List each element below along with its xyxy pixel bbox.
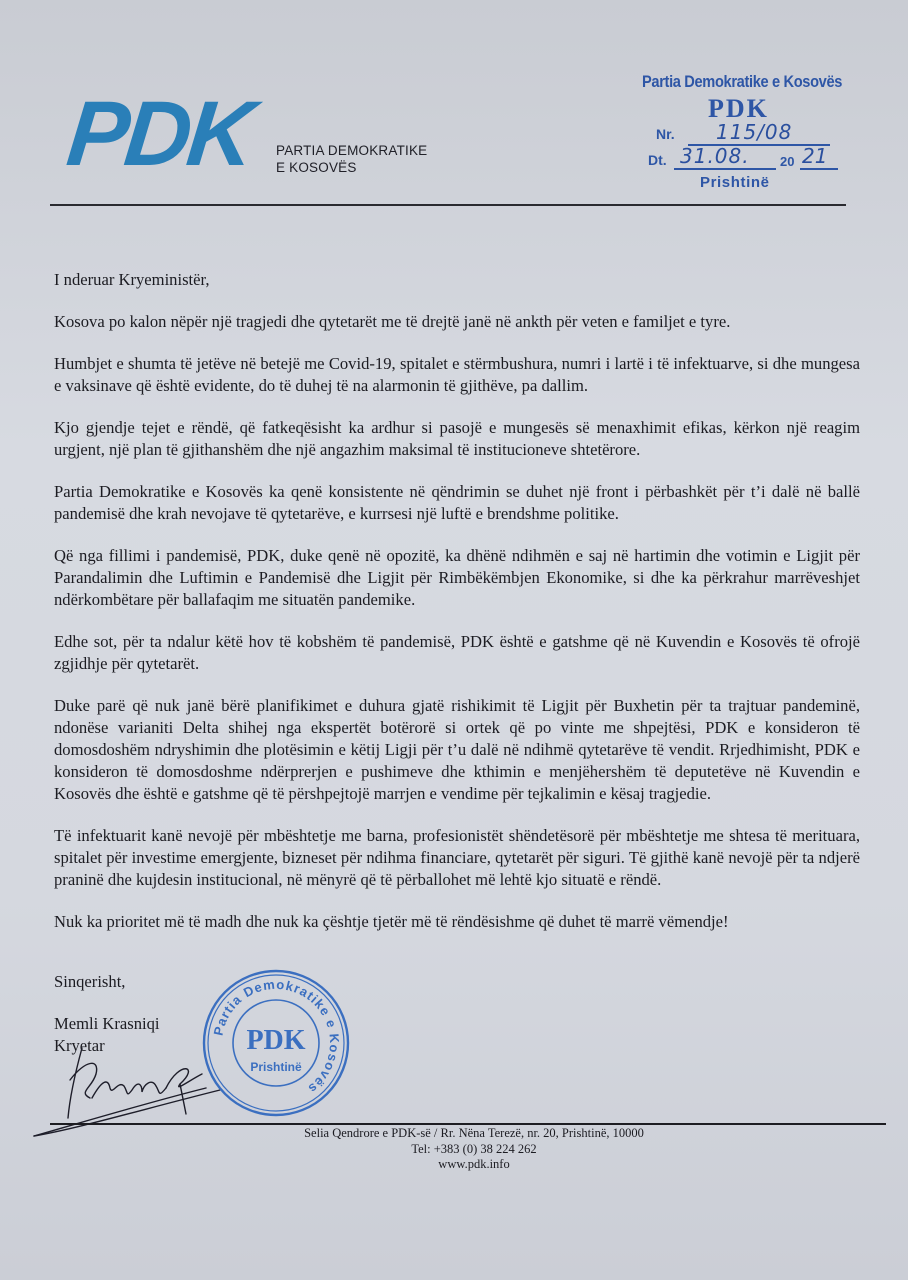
reg-year-underline: [800, 168, 838, 170]
paragraph: Humbjet e shumta të jetëve në betejë me Covid-19, spitalet e stërmbushura, numri i lartë i të infektuarve, si dhe mungesa e vaksinave që është evidente, do të duhej të na alarmonin të gjithëve, pa dallim.: [54, 354, 860, 395]
seal-city-text: Prishtinë: [250, 1060, 302, 1074]
reg-date-underline: [674, 168, 776, 170]
footer: [0, 1126, 908, 1173]
org-name-line1: PARTIA DEMOKRATIKE: [276, 143, 428, 158]
pdk-logo: PDK: [62, 83, 256, 185]
reg-date-label: Dt.: [648, 152, 667, 168]
paragraph: Nuk ka prioritet më të madh dhe nuk ka çështje tjetër më të rëndësishme që duhet të marrë vëmendje!: [54, 912, 729, 931]
paragraph: Partia Demokratike e Kosovës ka qenë konsistente në qëndrimin se duhet një front i përbashkët për t’i dalë në ballë pandemisë dhe krah nevojave të qytetarëve, e kurrsesi një luftë e brendshme politike.: [54, 482, 860, 523]
reg-number-value: 115/08: [716, 120, 793, 144]
org-name-line2: E KOSOVËS: [276, 160, 357, 175]
signer-title: Kryetar: [54, 1036, 105, 1055]
paragraph: Duke parë që nuk janë bërë planifikimet e duhura gjatë rishikimit të Ligjit për Buxhetin për ta trajtuar pandeminë, ndonëse varianiti Delta shihej nga ekspertët botërorë si ortek që po vinte me shpejtësi, PDK e konsideron të domosdoshëm ndryshimin dhe plotësimin e këtij Ligji për t’u dalë në ndihmë qytetarëve të vendit. Rrjedhimisht, PDK e konsideron të domosdoshme ndërprerjen e pushimeve dhe kthimin e menjëhershëm të deputetëve në Kuvendin e Kosovës dhe është e gatshme që të përshpejtojë marrjen e vendime për tejkalimin e kësaj tragjedie.: [54, 696, 860, 803]
signer-name: Memli Krasniqi: [54, 1014, 160, 1033]
footer-divider: [50, 1123, 886, 1125]
closing: Sinqerisht,: [54, 972, 126, 991]
paragraph: Edhe sot, për ta ndalur këtë hov të kobshëm të pandemisë, PDK është e gatshme që në Kuvendin e Kosovës të ofrojë zgjidhje për qytetarët.: [54, 632, 860, 673]
paragraph: Kjo gjendje tejet e rëndë, që fatkeqësisht ka ardhur si pasojë e mungesës së menaxhimit efikas, kërkon një reagim urgjent, një plan të gjithanshëm dhe një angazhim maksimal të institucioneve shtetërore.: [54, 418, 860, 459]
paragraph: Kosova po kalon nëpër një tragjedi dhe qytetarët me të drejtë janë në ankth për veten e familjet e tyre.: [54, 312, 731, 331]
footer-address: Selia Qendrore e PDK-së / Rr. Nëna Terezë, nr. 20, Prishtinë, 10000: [304, 1126, 644, 1140]
header-divider: [50, 204, 846, 206]
reg-date-century: 20: [780, 154, 795, 169]
reg-stamp-title: Partia Demokratike e Kosovës: [642, 72, 843, 91]
reg-number-label: Nr.: [656, 126, 675, 142]
salutation: I nderuar Kryeministër,: [54, 270, 210, 289]
seal-center-text: PDK: [246, 1025, 306, 1056]
paragraph: Që nga fillimi i pandemisë, PDK, duke qenë në opozitë, ka dhënë ndihmën e saj në hartimin dhe votimin e Ligjit për Parandalimin dhe Luftimin e Pandemisë dhe Ligjit për Rimbëkëmbjen Ekonomike, si dhe ka përkrahur marrëveshjet ndërkombëtare për ballafaqim me situatën pandemike.: [54, 546, 860, 609]
reg-date-value: 31.08.: [680, 144, 750, 168]
footer-website: www.pdk.info: [438, 1157, 510, 1171]
footer-phone: Tel: +383 (0) 38 224 262: [411, 1141, 537, 1156]
paragraph: Të infektuarit kanë nevojë për mbështetje me barna, profesionistët shëndetësorë për mbështetje me shtesa të merituara, spitalet për investime emergjente, bizneset për ndihma financiare, qytetarët për siguri. Të gjithë kanë nevojë për ta ndjerë praninë dhe kujdesin institucional, në mënyrë që të përballohet më lehtë kjo situatë e rëndë.: [54, 826, 860, 889]
registration-stamp: [630, 64, 860, 196]
reg-stamp-city: Prishtinë: [700, 174, 770, 191]
reg-stamp-abbr: PDK: [708, 94, 769, 123]
letter-body: [54, 269, 860, 953]
pdk-round-seal: [200, 967, 352, 1119]
seal-ring-text: Partia Demokratike e Kosovës: [210, 976, 343, 1097]
org-name: [276, 142, 427, 176]
reg-date-year: 21: [802, 144, 828, 168]
